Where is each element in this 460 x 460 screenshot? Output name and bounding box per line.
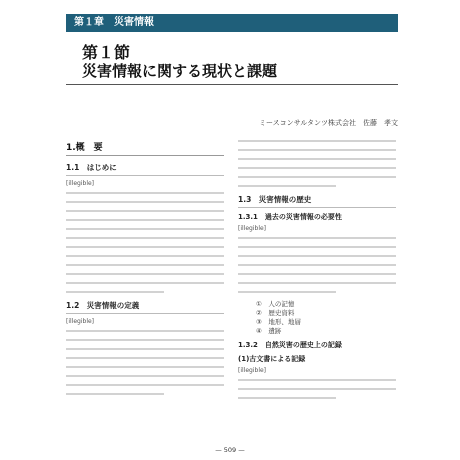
paragraph-definition-text: [illegible]: [66, 318, 95, 325]
heading-historical-records: 1.3.2 自然災害の歴史上の記録: [238, 341, 342, 349]
paragraph-necessity-placeholder: [238, 237, 396, 293]
paragraph-definition-placeholder: [66, 330, 224, 395]
paragraph-introduction-placeholder: [66, 192, 224, 293]
heading-ancient-documents: (1)古文書による記録: [238, 355, 306, 363]
heading-necessity: 1.3.1 過去の災害情報の必要性: [238, 213, 342, 221]
heading-definition: 1.2 災害情報の定義: [66, 300, 224, 314]
title-rule: [66, 84, 398, 85]
right-column: [238, 140, 396, 406]
paragraph-records-placeholder: [238, 379, 396, 399]
paragraph-records-text: [illegible]: [238, 367, 267, 374]
left-column: [66, 140, 224, 402]
page-number: — 509 —: [215, 446, 245, 454]
list-item: ① 人の記憶: [256, 300, 295, 308]
page-title: 災害情報に関する現状と課題: [82, 62, 278, 80]
paragraph-necessity-text: [illegible]: [238, 225, 267, 232]
list-item: ③ 地形、地層: [256, 318, 301, 326]
heading-overview: 1.概 要: [66, 140, 224, 156]
chapter-header: 第１章 災害情報: [66, 14, 398, 32]
heading-introduction: 1.1 はじめに: [66, 162, 224, 176]
paragraph-continued-placeholder: [238, 140, 396, 187]
heading-history: 1.3 災害情報の歴史: [238, 194, 396, 208]
author-line: ミースコンサルタンツ株式会社 佐藤 孝文: [258, 119, 398, 127]
section-number: 第１節: [82, 43, 131, 62]
list-item: ② 歴史資料: [256, 309, 295, 317]
paragraph-introduction-text: [illegible]: [66, 180, 95, 187]
list-item: ④ 遺跡: [256, 327, 282, 335]
